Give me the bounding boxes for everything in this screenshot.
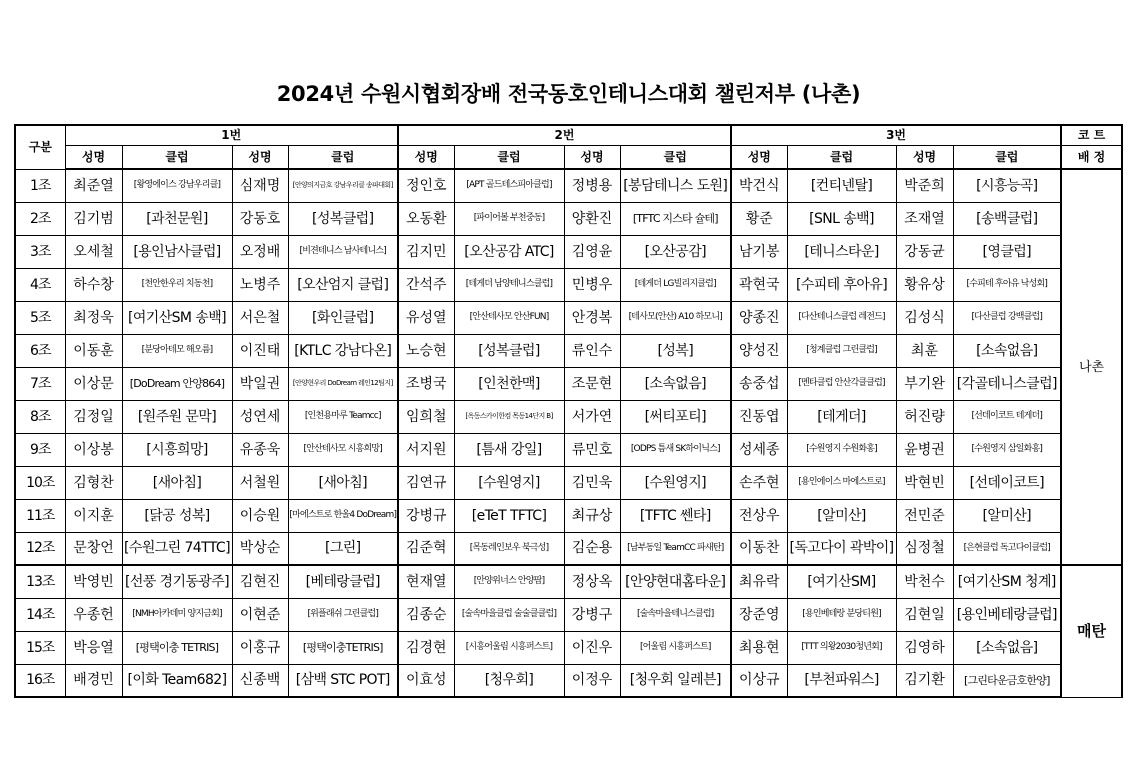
header-court-2: 2번 — [398, 125, 731, 145]
player-name: 류민호 — [564, 433, 620, 466]
player-club: [선데이코트] — [953, 466, 1061, 499]
table-row — [15, 466, 1122, 499]
player-club: [왕영에이스 강남우리클] — [122, 169, 232, 202]
player-club: [원주원 문막] — [122, 400, 232, 433]
player-club: [삼백 STC POT] — [288, 664, 398, 697]
table-row — [15, 334, 1122, 367]
page-title: 2024년 수원시협회장배 전국동호인테니스대회 챌린저부 (나촌) — [276, 82, 861, 106]
player-club: [영클럽] — [953, 235, 1061, 268]
player-club: [SNL 송백] — [787, 202, 896, 235]
player-club: [안산테사모 시흥희망] — [288, 433, 398, 466]
player-club: [파이어볼 부천중동] — [454, 202, 564, 235]
group-label: 14조 — [15, 598, 65, 631]
player-club: [알미산] — [953, 499, 1061, 532]
header-name: 성명 — [65, 145, 122, 169]
header-gubun: 구분 — [15, 125, 65, 169]
player-name: 김성식 — [896, 301, 953, 334]
group-label: 13조 — [15, 565, 65, 598]
player-name: 이홍규 — [232, 631, 288, 664]
player-name: 김기환 — [896, 664, 953, 697]
player-name: 송중섭 — [731, 367, 787, 400]
group-label: 9조 — [15, 433, 65, 466]
player-name: 심정철 — [896, 532, 953, 565]
group-label: 10조 — [15, 466, 65, 499]
player-club: [용인남사클럽] — [122, 235, 232, 268]
player-club: [용인베테랑 분당티원] — [787, 598, 896, 631]
table-row — [15, 202, 1122, 235]
player-name: 최준열 — [65, 169, 122, 202]
header-name: 성명 — [398, 145, 454, 169]
group-label: 12조 — [15, 532, 65, 565]
player-name: 박현빈 — [896, 466, 953, 499]
group-label: 4조 — [15, 268, 65, 301]
player-name: 조재열 — [896, 202, 953, 235]
table-row — [15, 499, 1122, 532]
player-club: [용인에이스 마에스트로] — [787, 466, 896, 499]
group-label: 1조 — [15, 169, 65, 202]
player-name: 허진량 — [896, 400, 953, 433]
player-name: 최정욱 — [65, 301, 122, 334]
header-club: 클럽 — [454, 145, 564, 169]
player-name: 김경현 — [398, 631, 454, 664]
player-name: 강병구 — [564, 598, 620, 631]
player-name: 전민준 — [896, 499, 953, 532]
player-club: [인천한맥] — [454, 367, 564, 400]
player-club: [은현클럽 독고다이클럽] — [953, 532, 1061, 565]
player-name: 최훈 — [896, 334, 953, 367]
player-club: [APT 골드테스피아클럽] — [454, 169, 564, 202]
player-club: [각골테니스클럽] — [953, 367, 1061, 400]
player-name: 류인수 — [564, 334, 620, 367]
player-name: 손주현 — [731, 466, 787, 499]
schedule-table — [14, 124, 1123, 698]
player-club: [KTLC 강남다온] — [288, 334, 398, 367]
player-name: 박일권 — [232, 367, 288, 400]
player-club: [성복클럽] — [288, 202, 398, 235]
player-club: [수원영지 수원화홍] — [787, 433, 896, 466]
table-row — [15, 235, 1122, 268]
table-row — [15, 169, 1122, 202]
player-club: [남부동일 TeamCC 파새탄] — [620, 532, 731, 565]
player-name: 성연세 — [232, 400, 288, 433]
player-club: [옥동스카이한컴 목동14단지 B] — [454, 400, 564, 433]
header-name: 성명 — [896, 145, 953, 169]
player-club: [테게더 LG빌리지클럽] — [620, 268, 731, 301]
player-club: [성복] — [620, 334, 731, 367]
player-name: 윤병권 — [896, 433, 953, 466]
player-club: [테게더] — [787, 400, 896, 433]
player-name: 성세종 — [731, 433, 787, 466]
player-name: 김준혁 — [398, 532, 454, 565]
player-name: 김형찬 — [65, 466, 122, 499]
player-club: [테사모(안산) A10 하모니] — [620, 301, 731, 334]
player-name: 박응열 — [65, 631, 122, 664]
player-name: 안경복 — [564, 301, 620, 334]
player-club: [테게더 남양테니스클럽] — [454, 268, 564, 301]
header-club: 클럽 — [620, 145, 731, 169]
player-name: 곽현국 — [731, 268, 787, 301]
player-name: 유종욱 — [232, 433, 288, 466]
player-club: [수원영지] — [620, 466, 731, 499]
player-name: 심재명 — [232, 169, 288, 202]
player-name: 김지민 — [398, 235, 454, 268]
player-club: [용인베테랑클럽] — [953, 598, 1061, 631]
player-name: 박영빈 — [65, 565, 122, 598]
table-row — [15, 400, 1122, 433]
player-name: 현재열 — [398, 565, 454, 598]
player-club: [수원그린 74TTC] — [122, 532, 232, 565]
player-club: [분당아테모 해오름] — [122, 334, 232, 367]
player-name: 박건식 — [731, 169, 787, 202]
player-club: [오산공감] — [620, 235, 731, 268]
table-row — [15, 532, 1122, 565]
table-row — [15, 433, 1122, 466]
player-name: 이상봉 — [65, 433, 122, 466]
player-name: 최유락 — [731, 565, 787, 598]
player-club: [비젼테니스 남사테니스] — [288, 235, 398, 268]
player-club: [새아침] — [288, 466, 398, 499]
player-club: [이화 Team682] — [122, 664, 232, 697]
table-row — [15, 268, 1122, 301]
player-name: 박상순 — [232, 532, 288, 565]
player-name: 김영하 — [896, 631, 953, 664]
player-name: 황준 — [731, 202, 787, 235]
player-name: 간석주 — [398, 268, 454, 301]
player-club: [청우회] — [454, 664, 564, 697]
player-name: 김현진 — [232, 565, 288, 598]
table-row — [15, 565, 1122, 598]
player-name: 서은철 — [232, 301, 288, 334]
player-name: 이승원 — [232, 499, 288, 532]
player-name: 서가연 — [564, 400, 620, 433]
header-court-assign-bottom: 배 정 — [1061, 145, 1122, 169]
player-club: [다산클럽 강백클럽] — [953, 301, 1061, 334]
player-club: [송백클럽] — [953, 202, 1061, 235]
player-club: [안양현우리 DoDream 레인12팀지] — [288, 367, 398, 400]
player-name: 이지훈 — [65, 499, 122, 532]
player-name: 이진태 — [232, 334, 288, 367]
player-club: [TTT 의왕2030청년회] — [787, 631, 896, 664]
group-label: 3조 — [15, 235, 65, 268]
table-row — [15, 598, 1122, 631]
player-name: 양성진 — [731, 334, 787, 367]
player-name: 이정우 — [564, 664, 620, 697]
player-club: [위플래쉬 그린클럽] — [288, 598, 398, 631]
player-name: 김기범 — [65, 202, 122, 235]
player-name: 이상문 — [65, 367, 122, 400]
player-name: 조병국 — [398, 367, 454, 400]
player-name: 조문현 — [564, 367, 620, 400]
player-name: 서철원 — [232, 466, 288, 499]
player-club: [선풍 경기동광주] — [122, 565, 232, 598]
player-name: 황유상 — [896, 268, 953, 301]
header-court-assign-top: 코 트 — [1061, 125, 1122, 145]
player-club: [성복클럽] — [454, 334, 564, 367]
player-club: [화인클럽] — [288, 301, 398, 334]
player-name: 김연규 — [398, 466, 454, 499]
group-label: 5조 — [15, 301, 65, 334]
player-club: [어울림 시흥퍼스트] — [620, 631, 731, 664]
player-club: [닭공 성복] — [122, 499, 232, 532]
player-name: 오정배 — [232, 235, 288, 268]
header-court-3: 3번 — [731, 125, 1061, 145]
player-club: [시흥능곡] — [953, 169, 1061, 202]
player-name: 민병우 — [564, 268, 620, 301]
player-club: [수원영지] — [454, 466, 564, 499]
player-name: 강동균 — [896, 235, 953, 268]
group-label: 11조 — [15, 499, 65, 532]
header-name: 성명 — [731, 145, 787, 169]
player-club: [컨티넨탈] — [787, 169, 896, 202]
player-name: 장준영 — [731, 598, 787, 631]
player-name: 김정일 — [65, 400, 122, 433]
court-venue: 매탄 — [1061, 565, 1122, 697]
player-name: 김영윤 — [564, 235, 620, 268]
header-club: 클럽 — [122, 145, 232, 169]
player-club: [안양현대홈타운] — [620, 565, 731, 598]
player-club: [수원영지 삼일화홍] — [953, 433, 1061, 466]
player-name: 최용현 — [731, 631, 787, 664]
table-row — [15, 631, 1122, 664]
player-club: [TFTC 지스타 슐테] — [620, 202, 731, 235]
header-club: 클럽 — [787, 145, 896, 169]
player-name: 정병용 — [564, 169, 620, 202]
player-club: [목동레인보우 북극성] — [454, 532, 564, 565]
player-club: [틈새 강일] — [454, 433, 564, 466]
player-name: 오동환 — [398, 202, 454, 235]
player-name: 정상옥 — [564, 565, 620, 598]
player-name: 최규상 — [564, 499, 620, 532]
player-club: [봉담테니스 도원] — [620, 169, 731, 202]
player-name: 서지원 — [398, 433, 454, 466]
player-name: 강동호 — [232, 202, 288, 235]
player-club: [TFTC 쎈타] — [620, 499, 731, 532]
player-club: [NMH아카데미 양지금회] — [122, 598, 232, 631]
player-club: [오산엄지 클럽] — [288, 268, 398, 301]
player-club: [오산공감 ATC] — [454, 235, 564, 268]
player-name: 박준희 — [896, 169, 953, 202]
player-club: [여기산SM 송백] — [122, 301, 232, 334]
player-name: 우종헌 — [65, 598, 122, 631]
player-club: [멘타클럽 안산각클클럽] — [787, 367, 896, 400]
player-name: 오세철 — [65, 235, 122, 268]
player-name: 임희철 — [398, 400, 454, 433]
player-name: 전상우 — [731, 499, 787, 532]
group-label: 7조 — [15, 367, 65, 400]
player-club: [마에스트로 한올4 DoDream] — [288, 499, 398, 532]
player-club: [수피테 후아유 낙성회] — [953, 268, 1061, 301]
player-name: 양종진 — [731, 301, 787, 334]
player-club: [시흥희망] — [122, 433, 232, 466]
player-name: 김민욱 — [564, 466, 620, 499]
player-club: [알미산] — [787, 499, 896, 532]
player-club: [여기산SM 청계] — [953, 565, 1061, 598]
table-row — [15, 367, 1122, 400]
player-name: 강병규 — [398, 499, 454, 532]
player-name: 박천수 — [896, 565, 953, 598]
player-name: 하수창 — [65, 268, 122, 301]
player-club: [소속없음] — [620, 367, 731, 400]
player-name: 김순용 — [564, 532, 620, 565]
player-name: 신종백 — [232, 664, 288, 697]
group-label: 8조 — [15, 400, 65, 433]
player-name: 노승현 — [398, 334, 454, 367]
player-club: [천안한우리 치동천] — [122, 268, 232, 301]
player-club: [새아침] — [122, 466, 232, 499]
player-club: [수피테 후아유] — [787, 268, 896, 301]
player-club: [술속마을클럽 술술클클럽] — [454, 598, 564, 631]
player-club: [ODPS 틈새 SK하이닉스] — [620, 433, 731, 466]
player-club: [과천문원] — [122, 202, 232, 235]
player-club: [평택이충 TETRIS] — [122, 631, 232, 664]
player-name: 문창언 — [65, 532, 122, 565]
header-club: 클럽 — [953, 145, 1061, 169]
player-name: 이현준 — [232, 598, 288, 631]
player-club: [소속없음] — [953, 631, 1061, 664]
player-club: [다산테니스클럽 레전드] — [787, 301, 896, 334]
player-club: [여기산SM] — [787, 565, 896, 598]
player-name: 진동엽 — [731, 400, 787, 433]
player-club: [소속없음] — [953, 334, 1061, 367]
court-venue: 나촌 — [1061, 169, 1122, 565]
player-club: [안산테사모 안산FUN] — [454, 301, 564, 334]
player-club: [안양의지금호 강남우리클 송파대회] — [288, 169, 398, 202]
player-club: [eTeT TFTC] — [454, 499, 564, 532]
header-name: 성명 — [564, 145, 620, 169]
player-club: [DoDream 안양864] — [122, 367, 232, 400]
player-name: 정인호 — [398, 169, 454, 202]
player-club: [평택이충TETRIS] — [288, 631, 398, 664]
player-name: 부기완 — [896, 367, 953, 400]
header-name: 성명 — [232, 145, 288, 169]
header-court-1: 1번 — [65, 125, 398, 145]
player-name: 김현일 — [896, 598, 953, 631]
player-name: 유성열 — [398, 301, 454, 334]
player-club: [테니스타운] — [787, 235, 896, 268]
group-label: 6조 — [15, 334, 65, 367]
player-club: [술속마을테니스클럽] — [620, 598, 731, 631]
table-row — [15, 664, 1122, 697]
player-name: 이효성 — [398, 664, 454, 697]
player-club: [부천파워스] — [787, 664, 896, 697]
player-club: [시흥어울림 시흥퍼스트] — [454, 631, 564, 664]
player-club: [베테랑클럽] — [288, 565, 398, 598]
group-label: 16조 — [15, 664, 65, 697]
table-row — [15, 301, 1122, 334]
player-club: [그린] — [288, 532, 398, 565]
player-name: 이진우 — [564, 631, 620, 664]
player-club: [그린타운금호한양] — [953, 664, 1061, 697]
player-name: 배경민 — [65, 664, 122, 697]
player-club: [독고다이 곽박이] — [787, 532, 896, 565]
player-name: 김종순 — [398, 598, 454, 631]
player-name: 이동찬 — [731, 532, 787, 565]
group-label: 2조 — [15, 202, 65, 235]
group-label: 15조 — [15, 631, 65, 664]
player-name: 이상규 — [731, 664, 787, 697]
player-club: [써티포티] — [620, 400, 731, 433]
player-name: 양환진 — [564, 202, 620, 235]
player-club: [인천용마루 Teamcc] — [288, 400, 398, 433]
player-club: [선데이코트 테게더] — [953, 400, 1061, 433]
player-name: 이동훈 — [65, 334, 122, 367]
player-club: [청계클럽 그린클럽] — [787, 334, 896, 367]
header-club: 클럽 — [288, 145, 398, 169]
player-club: [청우회 일레븐] — [620, 664, 731, 697]
player-name: 남기봉 — [731, 235, 787, 268]
player-club: [안양위너스 안양팝] — [454, 565, 564, 598]
player-name: 노병주 — [232, 268, 288, 301]
